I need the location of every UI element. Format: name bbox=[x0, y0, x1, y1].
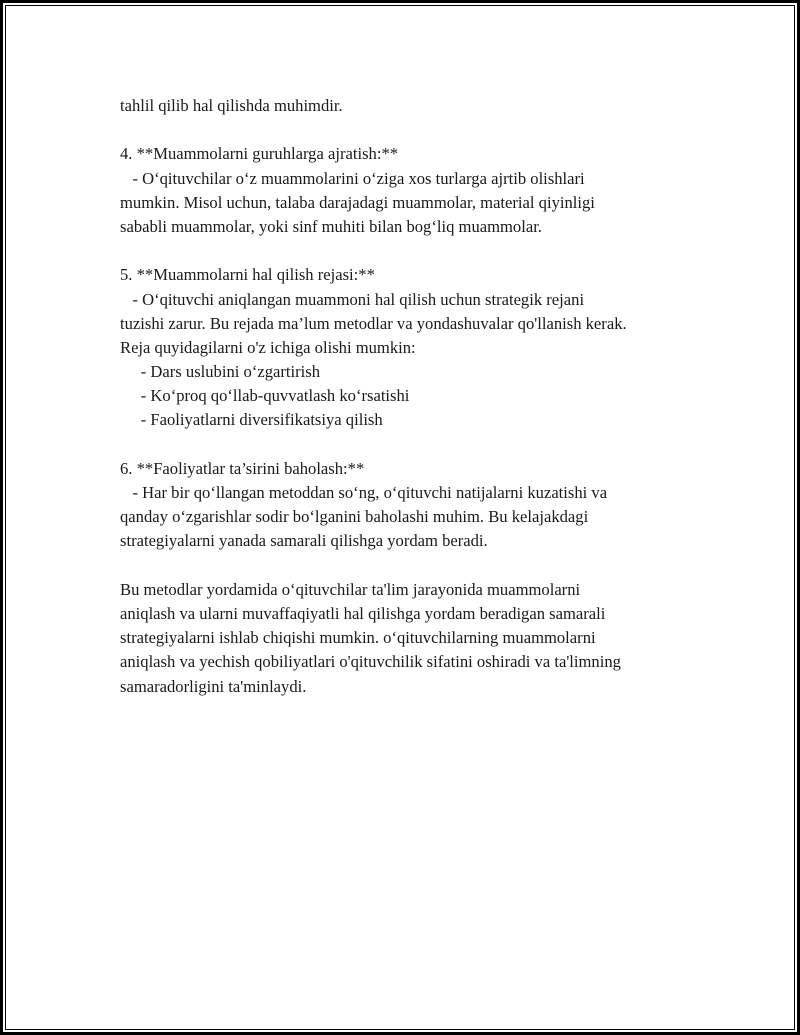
document-body bbox=[120, 94, 700, 699]
text-line: - O‘qituvchilar o‘z muammolarini o‘ziga xos turlarga ajrtib olishlari bbox=[120, 168, 585, 188]
section-5 bbox=[120, 263, 700, 432]
list-item: - Faoliyatlarni diversifikatsiya qilish bbox=[120, 410, 383, 430]
text-line: strategiyalarni yanada samarali qilishga yordam beradi. bbox=[120, 531, 488, 551]
paragraph-gap bbox=[120, 554, 700, 578]
text-line: qanday o‘zgarishlar sodir bo‘lganini baholashi muhim. Bu kelajakdagi bbox=[120, 507, 589, 527]
text-line: - Har bir qo‘llangan metoddan so‘ng, o‘qituvchi natijalarni kuzatishi va bbox=[120, 483, 608, 502]
intro-paragraph bbox=[120, 94, 700, 118]
conclusion-paragraph bbox=[120, 578, 700, 699]
text-line: samaradorligini ta'minlaydi. bbox=[120, 676, 307, 696]
section-4 bbox=[120, 142, 700, 239]
text-line: Bu metodlar yordamida o‘qituvchilar ta'lim jarayonida muammolarni bbox=[120, 579, 581, 599]
text-line: strategiyalarni ishlab chiqishi mumkin. o‘qituvchilarning muammolarni bbox=[120, 628, 596, 648]
section-5-heading: 5. **Muammolarni hal qilish rejasi:** bbox=[120, 265, 375, 285]
section-4-heading: 4. **Muammolarni guruhlarga ajratish:** bbox=[120, 144, 399, 164]
text-line: aniqlash va ularni muvaffaqiyatli hal qilishga yordam beradigan samarali bbox=[120, 603, 606, 623]
text-line: tahlil qilib hal qilishda muhimdir. bbox=[120, 96, 343, 115]
text-line: tuzishi zarur. Bu rejada ma’lum metodlar va yondashuvalar qo'llanish kerak. bbox=[120, 313, 627, 333]
text-line: - O‘qituvchi aniqlangan muammoni hal qilish uchun strategik rejani bbox=[120, 289, 585, 309]
section-6 bbox=[120, 457, 700, 554]
text-line: sababli muammolar, yoki sinf muhiti bilan bog‘liq muammolar. bbox=[120, 216, 542, 236]
section-6-heading: 6. **Faoliyatlar ta’sirini baholash:** bbox=[120, 458, 365, 478]
paragraph-gap bbox=[120, 118, 700, 142]
text-line: mumkin. Misol uchun, talaba darajadagi muammolar, material qiyinligi bbox=[120, 192, 595, 212]
list-item: - Ko‘proq qo‘llab-quvvatlash ko‘rsatishi bbox=[120, 386, 410, 406]
text-line: Reja quyidagilarni o'z ichiga olishi mumkin: bbox=[120, 337, 416, 357]
paragraph-gap bbox=[120, 433, 700, 457]
text-line: aniqlash va yechish qobiliyatlari o'qituvchilik sifatini oshiradi va ta'limning bbox=[120, 652, 621, 672]
list-item: - Dars uslubini o‘zgartirish bbox=[120, 362, 321, 382]
paragraph-gap bbox=[120, 239, 700, 263]
